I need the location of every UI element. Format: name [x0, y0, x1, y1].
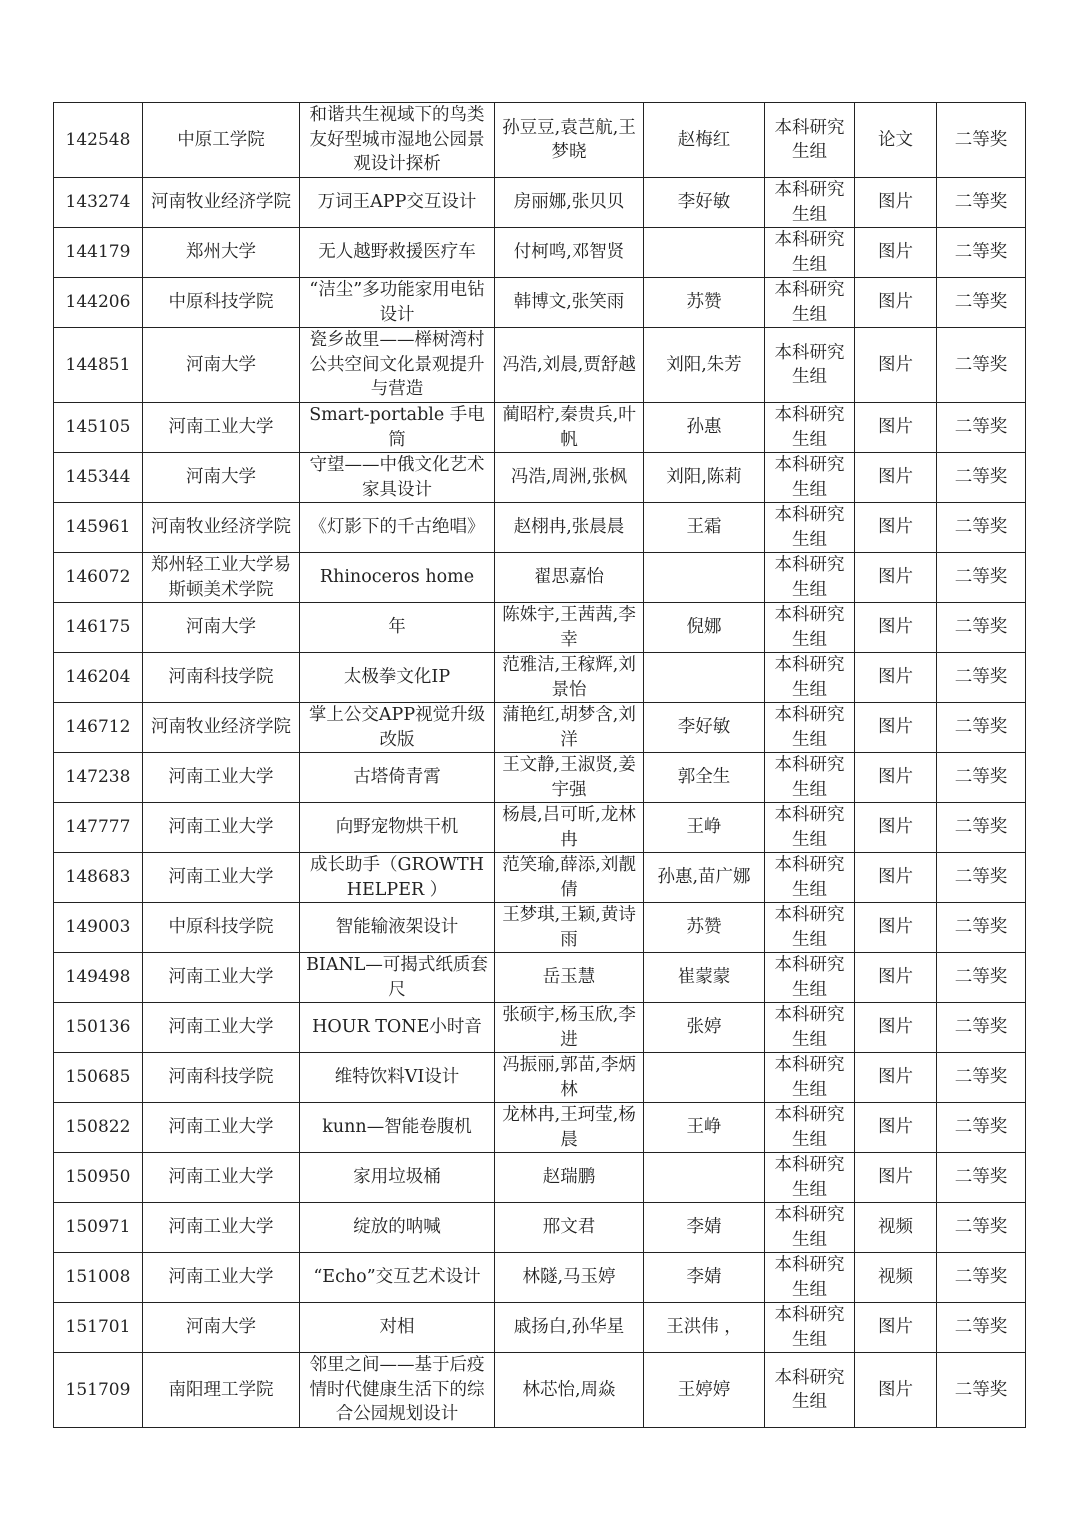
cell-school: 河南工业大学 — [143, 403, 300, 453]
cell-id: 145105 — [54, 403, 143, 453]
cell-category: 图片 — [855, 228, 937, 278]
cell-advisor — [644, 1153, 765, 1203]
cell-award: 二等奖 — [937, 853, 1026, 903]
cell-advisor: 刘阳,朱芳 — [644, 328, 765, 403]
cell-category: 图片 — [855, 1003, 937, 1053]
cell-award: 二等奖 — [937, 403, 1026, 453]
cell-category: 图片 — [855, 703, 937, 753]
cell-id: 147238 — [54, 753, 143, 803]
cell-group: 本科研究生组 — [765, 1253, 855, 1303]
table-row — [54, 653, 1026, 703]
cell-advisor: 孙惠,苗广娜 — [644, 853, 765, 903]
cell-id: 151701 — [54, 1303, 143, 1353]
cell-school: 中原科技学院 — [143, 903, 300, 953]
cell-advisor: 郭全生 — [644, 753, 765, 803]
table-row — [54, 553, 1026, 603]
cell-award: 二等奖 — [937, 603, 1026, 653]
cell-school: 河南工业大学 — [143, 853, 300, 903]
cell-advisor: 张婷 — [644, 1003, 765, 1053]
table-row — [54, 853, 1026, 903]
cell-title: Rhinoceros home — [300, 553, 495, 603]
cell-group: 本科研究生组 — [765, 278, 855, 328]
cell-advisor: 刘阳,陈莉 — [644, 453, 765, 503]
table-row — [54, 503, 1026, 553]
cell-authors: 冯浩,周洲,张枫 — [495, 453, 644, 503]
table-row — [54, 1353, 1026, 1428]
cell-id: 146072 — [54, 553, 143, 603]
cell-authors: 范笑瑜,薛添,刘靓倩 — [495, 853, 644, 903]
cell-category: 论文 — [855, 103, 937, 178]
cell-group: 本科研究生组 — [765, 328, 855, 403]
table-row — [54, 803, 1026, 853]
cell-id: 143274 — [54, 178, 143, 228]
cell-award: 二等奖 — [937, 703, 1026, 753]
cell-id: 145961 — [54, 503, 143, 553]
cell-title: 瓷乡故里——榉树湾村公共空间文化景观提升与营造 — [300, 328, 495, 403]
cell-authors: 戚扬白,孙华星 — [495, 1303, 644, 1353]
cell-group: 本科研究生组 — [765, 228, 855, 278]
cell-id: 150685 — [54, 1053, 143, 1103]
cell-authors: 岳玉慧 — [495, 953, 644, 1003]
cell-authors: 冯浩,刘晨,贾舒越 — [495, 328, 644, 403]
cell-authors: 林芯怡,周焱 — [495, 1353, 644, 1428]
table-row — [54, 228, 1026, 278]
cell-school: 河南工业大学 — [143, 1253, 300, 1303]
cell-title: 太极拳文化IP — [300, 653, 495, 703]
cell-school: 河南工业大学 — [143, 1203, 300, 1253]
cell-title: 家用垃圾桶 — [300, 1153, 495, 1203]
cell-award: 二等奖 — [937, 1203, 1026, 1253]
cell-group: 本科研究生组 — [765, 1103, 855, 1153]
cell-category: 图片 — [855, 953, 937, 1003]
cell-group: 本科研究生组 — [765, 953, 855, 1003]
cell-school: 河南科技学院 — [143, 653, 300, 703]
cell-advisor: 苏赞 — [644, 903, 765, 953]
cell-advisor: 李好敏 — [644, 703, 765, 753]
cell-advisor: 苏赞 — [644, 278, 765, 328]
table-row — [54, 1053, 1026, 1103]
cell-advisor: 王洪伟 ， — [644, 1303, 765, 1353]
cell-award: 二等奖 — [937, 803, 1026, 853]
cell-award: 二等奖 — [937, 1153, 1026, 1203]
cell-school: 河南大学 — [143, 453, 300, 503]
cell-category: 图片 — [855, 178, 937, 228]
cell-title: 向野宠物烘干机 — [300, 803, 495, 853]
cell-group: 本科研究生组 — [765, 703, 855, 753]
cell-category: 图片 — [855, 1303, 937, 1353]
cell-advisor — [644, 228, 765, 278]
cell-category: 图片 — [855, 1103, 937, 1153]
cell-authors: 张硕宇,杨玉欣,李进 — [495, 1003, 644, 1053]
cell-title: 守望——中俄文化艺术家具设计 — [300, 453, 495, 503]
cell-category: 视频 — [855, 1253, 937, 1303]
cell-id: 151008 — [54, 1253, 143, 1303]
cell-title: Smart-portable 手电筒 — [300, 403, 495, 453]
cell-group: 本科研究生组 — [765, 453, 855, 503]
cell-id: 149498 — [54, 953, 143, 1003]
table-row — [54, 1303, 1026, 1353]
cell-category: 图片 — [855, 753, 937, 803]
cell-authors: 赵瑞鹏 — [495, 1153, 644, 1203]
cell-award: 二等奖 — [937, 1103, 1026, 1153]
cell-award: 二等奖 — [937, 1053, 1026, 1103]
cell-group: 本科研究生组 — [765, 503, 855, 553]
cell-category: 图片 — [855, 1353, 937, 1428]
cell-id: 142548 — [54, 103, 143, 178]
cell-title: 《灯影下的千古绝唱》 — [300, 503, 495, 553]
cell-advisor: 王婷婷 — [644, 1353, 765, 1428]
cell-title: “Echo”交互艺术设计 — [300, 1253, 495, 1303]
cell-authors: 赵栩冉,张晨晨 — [495, 503, 644, 553]
cell-group: 本科研究生组 — [765, 1303, 855, 1353]
table-row — [54, 603, 1026, 653]
cell-authors: 蔺昭柠,秦贵兵,叶帆 — [495, 403, 644, 453]
cell-advisor: 李婧 — [644, 1203, 765, 1253]
cell-group: 本科研究生组 — [765, 603, 855, 653]
table-row — [54, 953, 1026, 1003]
cell-category: 图片 — [855, 403, 937, 453]
cell-school: 河南大学 — [143, 603, 300, 653]
table-row — [54, 753, 1026, 803]
cell-title: “洁尘”多功能家用电钻设计 — [300, 278, 495, 328]
table-row — [54, 1003, 1026, 1053]
table-row — [54, 1203, 1026, 1253]
cell-id: 144851 — [54, 328, 143, 403]
cell-school: 河南牧业经济学院 — [143, 178, 300, 228]
table-row — [54, 703, 1026, 753]
cell-group: 本科研究生组 — [765, 1203, 855, 1253]
cell-category: 图片 — [855, 453, 937, 503]
cell-school: 河南工业大学 — [143, 753, 300, 803]
cell-advisor: 李好敏 — [644, 178, 765, 228]
cell-authors: 房丽娜,张贝贝 — [495, 178, 644, 228]
cell-id: 144206 — [54, 278, 143, 328]
cell-advisor: 孙惠 — [644, 403, 765, 453]
cell-award: 二等奖 — [937, 103, 1026, 178]
cell-award: 二等奖 — [937, 503, 1026, 553]
cell-advisor: 王峥 — [644, 803, 765, 853]
cell-school: 河南科技学院 — [143, 1053, 300, 1103]
cell-authors: 付柯鸣,邓智贤 — [495, 228, 644, 278]
cell-id: 148683 — [54, 853, 143, 903]
cell-group: 本科研究生组 — [765, 1153, 855, 1203]
cell-group: 本科研究生组 — [765, 1053, 855, 1103]
cell-award: 二等奖 — [937, 328, 1026, 403]
table-row — [54, 1103, 1026, 1153]
cell-group: 本科研究生组 — [765, 178, 855, 228]
cell-group: 本科研究生组 — [765, 1003, 855, 1053]
cell-category: 图片 — [855, 328, 937, 403]
cell-group: 本科研究生组 — [765, 553, 855, 603]
cell-advisor: 王霜 — [644, 503, 765, 553]
cell-title: 年 — [300, 603, 495, 653]
cell-title: 万词王APP交互设计 — [300, 178, 495, 228]
cell-advisor: 崔蒙蒙 — [644, 953, 765, 1003]
cell-award: 二等奖 — [937, 653, 1026, 703]
cell-school: 河南工业大学 — [143, 803, 300, 853]
cell-title: 维特饮料VI设计 — [300, 1053, 495, 1103]
cell-authors: 王文静,王淑贤,姜宇强 — [495, 753, 644, 803]
cell-school: 河南牧业经济学院 — [143, 503, 300, 553]
cell-school: 河南大学 — [143, 328, 300, 403]
cell-school: 郑州大学 — [143, 228, 300, 278]
cell-authors: 韩博文,张笑雨 — [495, 278, 644, 328]
cell-school: 河南牧业经济学院 — [143, 703, 300, 753]
cell-group: 本科研究生组 — [765, 753, 855, 803]
cell-group: 本科研究生组 — [765, 853, 855, 903]
cell-title: HOUR TONE小时音 — [300, 1003, 495, 1053]
table-row — [54, 403, 1026, 453]
cell-id: 145344 — [54, 453, 143, 503]
cell-category: 图片 — [855, 853, 937, 903]
cell-school: 河南工业大学 — [143, 953, 300, 1003]
cell-id: 150822 — [54, 1103, 143, 1153]
cell-category: 图片 — [855, 803, 937, 853]
cell-id: 146712 — [54, 703, 143, 753]
cell-group: 本科研究生组 — [765, 403, 855, 453]
cell-title: BIANL—可揭式纸质套尺 — [300, 953, 495, 1003]
cell-advisor — [644, 653, 765, 703]
cell-school: 中原工学院 — [143, 103, 300, 178]
cell-award: 二等奖 — [937, 903, 1026, 953]
cell-authors: 杨晨,吕可昕,龙林冉 — [495, 803, 644, 853]
cell-category: 图片 — [855, 1053, 937, 1103]
cell-authors: 邢文君 — [495, 1203, 644, 1253]
cell-advisor: 赵梅红 — [644, 103, 765, 178]
cell-school: 南阳理工学院 — [143, 1353, 300, 1428]
table-row — [54, 178, 1026, 228]
cell-id: 146175 — [54, 603, 143, 653]
cell-school: 河南大学 — [143, 1303, 300, 1353]
cell-category: 图片 — [855, 278, 937, 328]
cell-school: 郑州轻工业大学易斯顿美术学院 — [143, 553, 300, 603]
cell-advisor — [644, 1053, 765, 1103]
table-row — [54, 1153, 1026, 1203]
cell-category: 图片 — [855, 503, 937, 553]
cell-id: 149003 — [54, 903, 143, 953]
cell-advisor: 李婧 — [644, 1253, 765, 1303]
cell-category: 图片 — [855, 553, 937, 603]
cell-group: 本科研究生组 — [765, 653, 855, 703]
cell-title: 无人越野救援医疗车 — [300, 228, 495, 278]
cell-award: 二等奖 — [937, 453, 1026, 503]
cell-id: 147777 — [54, 803, 143, 853]
cell-title: 成长助手（GROWTH HELPER ） — [300, 853, 495, 903]
cell-school: 河南工业大学 — [143, 1103, 300, 1153]
cell-authors: 冯振丽,郭苗,李炳林 — [495, 1053, 644, 1103]
cell-school: 河南工业大学 — [143, 1003, 300, 1053]
cell-title: 古塔倚青霄 — [300, 753, 495, 803]
table-row — [54, 453, 1026, 503]
cell-category: 图片 — [855, 603, 937, 653]
cell-title: 邻里之间——基于后疫情时代健康生活下的综合公园规划设计 — [300, 1353, 495, 1428]
cell-award: 二等奖 — [937, 553, 1026, 603]
cell-title: 掌上公交APP视觉升级改版 — [300, 703, 495, 753]
table-row — [54, 103, 1026, 178]
cell-title: kunn—智能卷腹机 — [300, 1103, 495, 1153]
cell-award: 二等奖 — [937, 1003, 1026, 1053]
awards-table — [53, 102, 1026, 1428]
cell-advisor — [644, 553, 765, 603]
cell-award: 二等奖 — [937, 953, 1026, 1003]
cell-authors: 陈姝宇,王茜茜,李幸 — [495, 603, 644, 653]
cell-category: 图片 — [855, 653, 937, 703]
cell-authors: 王梦琪,王颖,黄诗雨 — [495, 903, 644, 953]
cell-authors: 龙林冉,王珂莹,杨晨 — [495, 1103, 644, 1153]
cell-title: 对相 — [300, 1303, 495, 1353]
cell-id: 146204 — [54, 653, 143, 703]
table-row — [54, 1253, 1026, 1303]
cell-id: 150136 — [54, 1003, 143, 1053]
cell-award: 二等奖 — [937, 1353, 1026, 1428]
cell-id: 150950 — [54, 1153, 143, 1203]
cell-authors: 林隧,马玉婷 — [495, 1253, 644, 1303]
cell-award: 二等奖 — [937, 178, 1026, 228]
cell-award: 二等奖 — [937, 1253, 1026, 1303]
cell-award: 二等奖 — [937, 1303, 1026, 1353]
table-row — [54, 278, 1026, 328]
table-row — [54, 903, 1026, 953]
cell-award: 二等奖 — [937, 753, 1026, 803]
cell-authors: 蒲艳红,胡梦含,刘洋 — [495, 703, 644, 753]
cell-title: 绽放的呐喊 — [300, 1203, 495, 1253]
table-row — [54, 328, 1026, 403]
cell-group: 本科研究生组 — [765, 103, 855, 178]
cell-award: 二等奖 — [937, 228, 1026, 278]
cell-title: 智能输液架设计 — [300, 903, 495, 953]
cell-authors: 翟思嘉怡 — [495, 553, 644, 603]
cell-category: 图片 — [855, 1153, 937, 1203]
cell-school: 河南工业大学 — [143, 1153, 300, 1203]
cell-title: 和谐共生视域下的鸟类友好型城市湿地公园景观设计探析 — [300, 103, 495, 178]
cell-category: 图片 — [855, 903, 937, 953]
cell-advisor: 倪娜 — [644, 603, 765, 653]
cell-school: 中原科技学院 — [143, 278, 300, 328]
cell-authors: 范雅洁,王稼辉,刘景怡 — [495, 653, 644, 703]
cell-authors: 孙豆豆,袁芑航,王梦晓 — [495, 103, 644, 178]
cell-award: 二等奖 — [937, 278, 1026, 328]
cell-id: 150971 — [54, 1203, 143, 1253]
cell-group: 本科研究生组 — [765, 903, 855, 953]
cell-group: 本科研究生组 — [765, 803, 855, 853]
cell-group: 本科研究生组 — [765, 1353, 855, 1428]
cell-id: 151709 — [54, 1353, 143, 1428]
cell-category: 视频 — [855, 1203, 937, 1253]
cell-advisor: 王峥 — [644, 1103, 765, 1153]
cell-id: 144179 — [54, 228, 143, 278]
